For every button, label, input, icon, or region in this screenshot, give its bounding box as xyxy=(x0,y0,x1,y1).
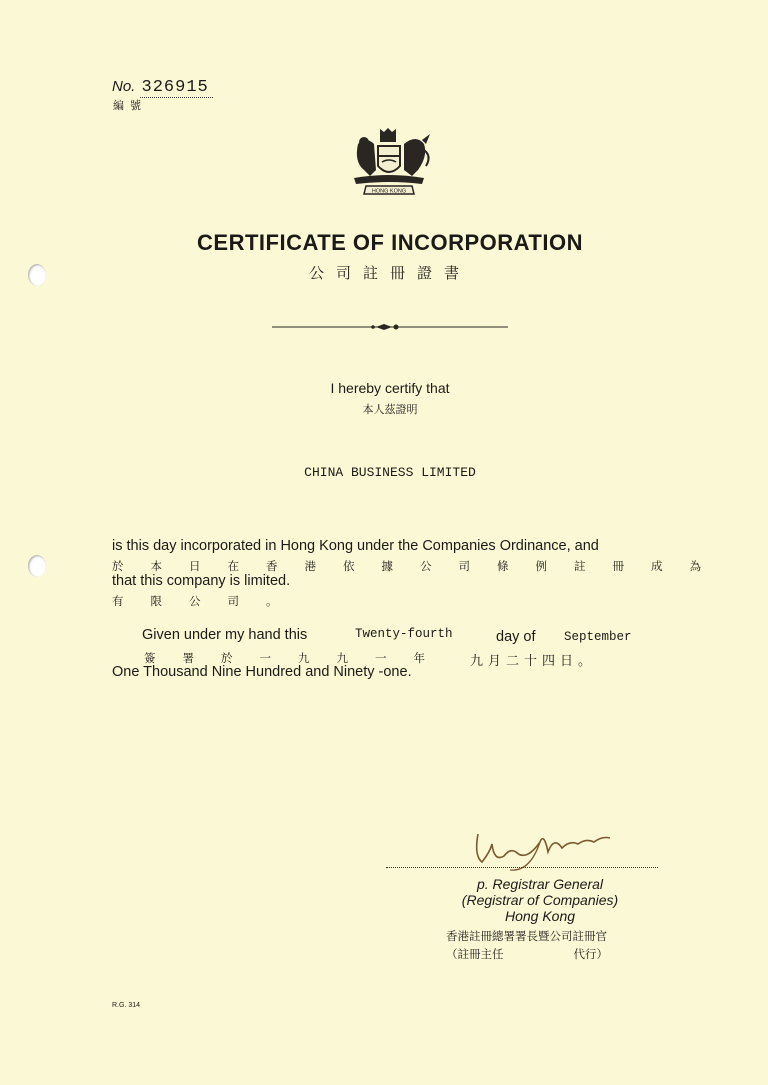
registrar-title-line2: (Registrar of Companies) xyxy=(461,892,619,908)
crest-motto: HONG KONG xyxy=(371,188,407,195)
document-title: CERTIFICATE OF INCORPORATION xyxy=(197,230,583,255)
given-day-of-text: day of xyxy=(496,629,536,645)
form-code: R.G. 314 xyxy=(112,1002,141,1009)
certify-statement-cn: 本人茲證明 xyxy=(362,403,418,416)
document-title-cn: 公司註冊證書 xyxy=(308,265,471,282)
given-month-value: September xyxy=(564,630,632,644)
registrar-title-line3: Hong Kong xyxy=(504,908,576,924)
registrar-deputy-cn-close: 代行） xyxy=(573,947,608,961)
incorporation-text-line1-cn: 於本日在香港依據公司條例註冊成為 xyxy=(112,559,728,573)
given-under-hand-text: Given under my hand this xyxy=(142,627,308,643)
registrar-title-line1: p. Registrar General xyxy=(476,876,604,892)
date-line-cn-printed: 簽署於一九九一年 xyxy=(144,651,452,665)
year-text: One Thousand Nine Hundred and Ninety -one. xyxy=(112,664,412,680)
certificate-number-label-cn: 編號 xyxy=(113,100,147,112)
coat-of-arms-emblem xyxy=(344,126,434,203)
registrar-deputy-cn xyxy=(446,946,608,962)
certify-statement: I hereby certify that xyxy=(330,380,450,396)
certificate-number xyxy=(112,78,213,97)
ornamental-divider xyxy=(272,320,508,338)
certificate-number-value: 326915 xyxy=(140,78,213,98)
signature-line xyxy=(386,867,658,868)
company-name: CHINA BUSINESS LIMITED xyxy=(304,465,476,480)
incorporation-text-line1: is this day incorporated in Hong Kong under the Companies Ordinance, and xyxy=(112,538,599,554)
date-line-cn-written: 九月二十四日。 xyxy=(470,654,597,669)
incorporation-text-line2-cn: 有限公司。 xyxy=(112,594,305,608)
certificate-number-label: No. xyxy=(112,78,136,95)
given-day-value: Twenty-fourth xyxy=(355,627,453,641)
registrar-deputy-cn-open: （註冊主任 xyxy=(446,947,504,961)
registrar-signature xyxy=(470,822,620,877)
punch-hole-bottom xyxy=(28,555,46,577)
incorporation-text-line2: that this company is limited. xyxy=(112,573,291,589)
registrar-title-cn: 香港註冊總署署長暨公司註冊官 xyxy=(446,929,607,943)
